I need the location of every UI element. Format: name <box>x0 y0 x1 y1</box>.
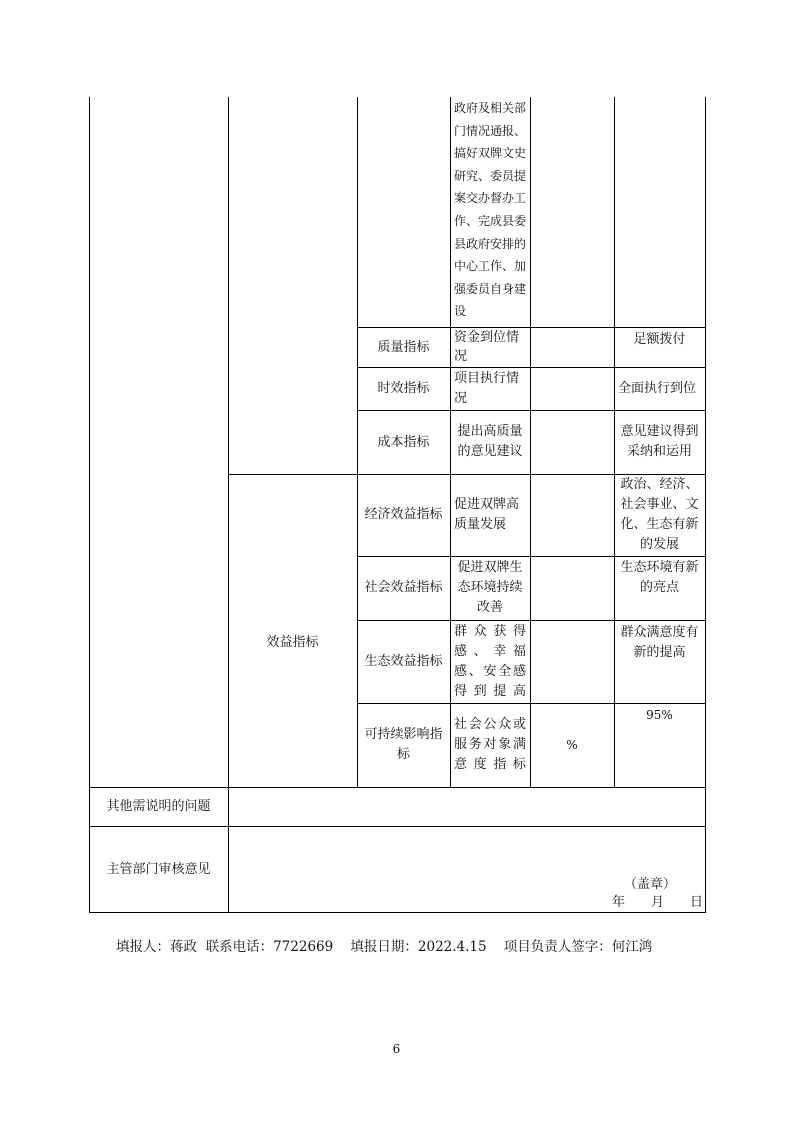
indicator-sustainable: 社会公众或服务对象满意度指标 <box>454 717 526 772</box>
page-number: 6 <box>392 1042 401 1056</box>
actual-timeliness: 全面执行到位 <box>618 380 697 396</box>
indicator-cell-top <box>450 97 530 327</box>
category-social: 社会效益指标 <box>364 580 443 595</box>
annual-sustainable: % <box>566 737 578 752</box>
annual-timeliness <box>530 367 614 410</box>
annual-economic <box>530 474 614 556</box>
benefit-label: 效益指标 <box>266 635 319 650</box>
annual-cost <box>530 410 614 474</box>
actual-economic: 政治、经济、社会事业、文化、生态有新的发展 <box>620 477 699 552</box>
date-text: 年 月 日 <box>612 895 704 910</box>
phone-value: 7722669 <box>273 939 334 955</box>
annual-quality <box>530 327 614 367</box>
indicator-ecological: 群众获得感、幸福感、安全感得到提高 <box>454 623 526 699</box>
other-issues-value <box>228 787 705 826</box>
indicator-quality: 资金到位情况 <box>454 330 520 364</box>
category-economic: 经济效益指标 <box>364 507 443 522</box>
actual-ecological: 群众满意度有新的提高 <box>620 625 699 660</box>
actual-social: 生态环境有新的亮点 <box>620 560 699 595</box>
filler-label: 填报人： <box>116 939 170 955</box>
review-label: 主管部门审核意见 <box>106 861 211 877</box>
category-timeliness: 时效指标 <box>377 381 430 396</box>
date-label: 填报日期： <box>350 939 418 955</box>
footer-line <box>116 935 652 955</box>
category-cost: 成本指标 <box>377 434 430 450</box>
actual-cost: 意见建议得到采纳和运用 <box>620 424 699 459</box>
seal-text: （盖章） <box>624 877 677 892</box>
category-sustainable: 可持续影响指标 <box>364 727 443 762</box>
actual-quality: 足额拨付 <box>633 332 686 347</box>
category-quality: 质量指标 <box>377 339 430 355</box>
indicator-text-top: 政府及相关部门情况通报、搞好双牌文史研究、委员提案交办督办工作、完成县委县政府安排的中心工作、加强委员自身建设 <box>454 101 527 319</box>
actual-sustainable: 95% <box>646 708 673 722</box>
signer-name: 何江鸿 <box>611 939 653 955</box>
filler-name: 蒋政 <box>170 939 197 955</box>
date-value: 2022.4.15 <box>417 939 487 955</box>
annual-ecological <box>530 620 614 703</box>
category-ecological: 生态效益指标 <box>364 653 443 669</box>
other-issues-label: 其他需说明的问题 <box>106 799 211 814</box>
signer-label: 项目负责人签字： <box>503 939 612 955</box>
indicator-social: 促进双牌生态环境持续改善 <box>457 560 523 615</box>
indicator-timeliness: 项目执行情况 <box>454 370 520 406</box>
phone-label: 联系电话： <box>205 939 274 955</box>
indicator-cost: 提出高质量的意见建议 <box>457 424 523 459</box>
annual-social <box>530 556 614 620</box>
indicator-economic: 促进双牌高质量发展 <box>454 497 520 532</box>
